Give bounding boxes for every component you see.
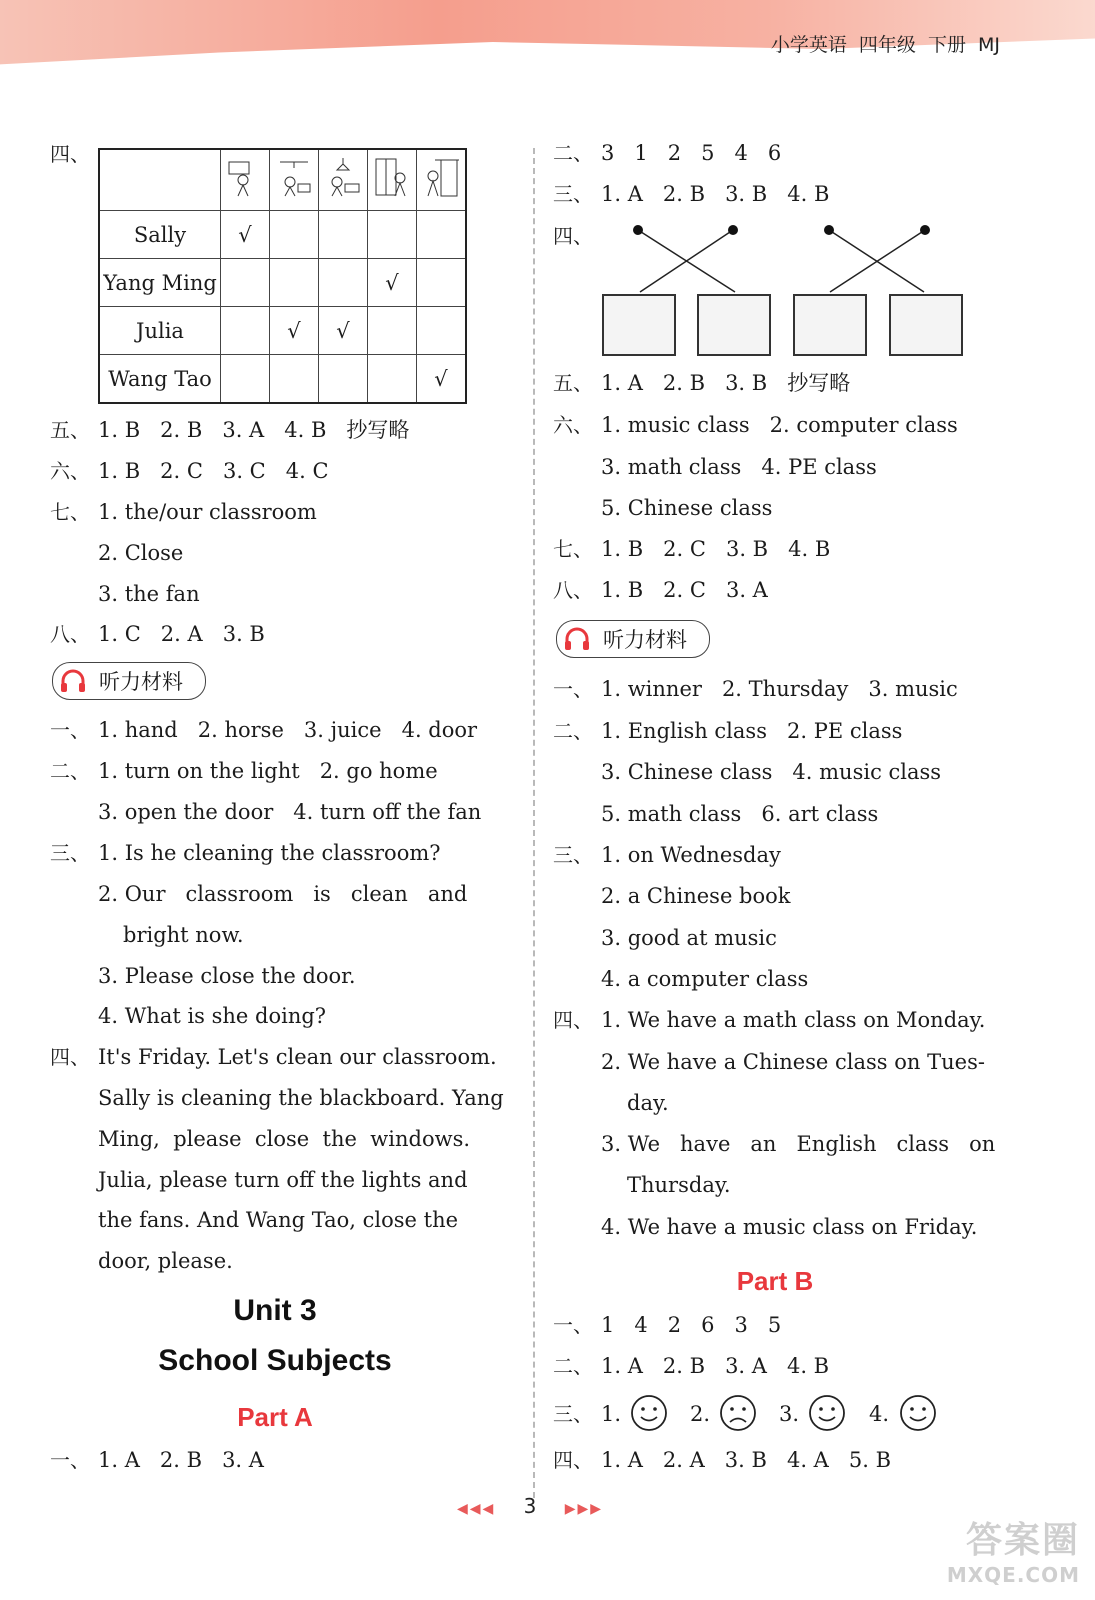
header-title: 小学英语 四年级 下册 MJ [770, 34, 1000, 56]
check-mark [270, 211, 319, 259]
listening-3-item-4: 4. What is she doing? [98, 1004, 327, 1028]
section-6-answers: 1. B 2. C 3. C 4. C [98, 459, 329, 483]
happy-face-icon [630, 1394, 668, 1432]
right-listening-1-answers: 1. winner 2. Thursday 3. music [601, 677, 958, 701]
passage-line: Sally is cleaning the blackboard. Yang [98, 1086, 504, 1110]
listening-1-label: 一、 [50, 718, 90, 742]
listening-3-label: 三、 [50, 841, 90, 865]
watermark [890, 1512, 1080, 1592]
part-b-2-answers: 1. A 2. B 3. A 4. B [601, 1354, 830, 1378]
class-picture-1 [602, 294, 676, 356]
check-mark: √ [319, 307, 368, 355]
light-picture [323, 156, 363, 200]
face-item-1-label: 1. [601, 1402, 622, 1426]
right-section-6-label: 六、 [553, 413, 593, 437]
clean-blackboard-picture [225, 156, 265, 200]
passage-line: the fans. And Wang Tao, close the [98, 1208, 459, 1232]
right-section-4-label: 四、 [553, 224, 593, 248]
right-listening-2-line-3: 5. math class 6. art class [601, 802, 879, 826]
right-section-2-answers: 3 1 2 5 4 6 [601, 141, 782, 165]
row-name: Sally [99, 211, 221, 259]
right-listening-4-item-2a: 2. We have a Chinese class on Tues- [601, 1050, 985, 1074]
door-picture [421, 156, 461, 200]
next-arrows-icon: ▶▶▶ [564, 1501, 604, 1517]
happy-face-icon [899, 1394, 937, 1432]
listening-1-answers: 1. hand 2. horse 3. juice 4. door [98, 718, 478, 742]
headphones-icon [563, 626, 591, 652]
class-picture-2 [697, 294, 771, 356]
section-7-answer-3: 3. the fan [98, 582, 200, 606]
watermark-logo: 答案圈 [965, 1520, 1080, 1561]
class-picture-3 [793, 294, 867, 356]
check-mark [270, 355, 319, 404]
watermark-url: MXQE.COM [946, 1563, 1080, 1587]
row-name: Julia [99, 307, 221, 355]
right-listening-4-item-2b: day. [627, 1091, 669, 1115]
right-section-6-line-1: 1. music class 2. computer class [601, 413, 958, 437]
right-listening-2-label: 二、 [553, 719, 593, 743]
listening-material-badge [52, 662, 206, 700]
table-row [99, 259, 466, 307]
face-item-4-label: 4. [869, 1402, 890, 1426]
check-mark [368, 307, 417, 355]
check-mark [319, 211, 368, 259]
section-5-label: 五、 [50, 418, 90, 442]
window-picture [372, 156, 412, 200]
section-4-label: 四、 [50, 142, 90, 166]
section-5-answers: 1. B 2. B 3. A 4. B 抄写略 [98, 418, 410, 442]
check-mark [417, 211, 467, 259]
table-row [99, 307, 466, 355]
right-section-3-answers: 1. A 2. B 3. B 4. B [601, 182, 830, 206]
right-listening-3-item-3: 3. good at music [601, 926, 777, 950]
listening-4-label: 四、 [50, 1045, 90, 1069]
class-picture-4 [889, 294, 963, 356]
right-listening-2-line-1: 1. English class 2. PE class [601, 719, 903, 743]
part-b-2-label: 二、 [553, 1354, 593, 1378]
part-a-1-label: 一、 [50, 1448, 90, 1472]
part-b-1-label: 一、 [553, 1313, 593, 1337]
right-section-8-answers: 1. B 2. C 3. A [601, 578, 768, 602]
part-b-1-answers: 1 4 2 6 3 5 [601, 1313, 782, 1337]
check-mark: √ [221, 211, 270, 259]
happy-face-icon [808, 1394, 846, 1432]
table-corner [99, 149, 221, 211]
check-mark: √ [368, 259, 417, 307]
row-name: Wang Tao [99, 355, 221, 404]
right-section-3-label: 三、 [553, 182, 593, 206]
right-section-7-label: 七、 [553, 537, 593, 561]
listening-material-label: 听力材料 [99, 670, 183, 694]
passage-line: It's Friday. Let's clean our classroom. [98, 1045, 497, 1069]
check-mark [221, 259, 270, 307]
headphones-icon [59, 668, 87, 694]
part-b-heading: Part B [736, 1266, 814, 1296]
check-mark [221, 307, 270, 355]
unit-subtitle: School Subjects [158, 1344, 392, 1377]
right-listening-4-item-1: 1. We have a math class on Monday. [601, 1008, 986, 1032]
page-number: 3 [523, 1494, 537, 1518]
right-section-8-label: 八、 [553, 578, 593, 602]
sad-face-icon [719, 1394, 757, 1432]
unit-title: Unit 3 [233, 1294, 317, 1327]
right-section-5-label: 五、 [553, 371, 593, 395]
right-listening-2-line-2: 3. Chinese class 4. music class [601, 760, 942, 784]
check-mark [368, 211, 417, 259]
prev-arrows-icon: ◀◀◀ [456, 1501, 496, 1517]
listening-3-item-3: 3. Please close the door. [98, 964, 356, 988]
row-name: Yang Ming [99, 259, 221, 307]
right-section-6-line-2: 3. math class 4. PE class [601, 455, 877, 479]
section-6-label: 六、 [50, 459, 90, 483]
check-table [98, 148, 467, 404]
check-mark [221, 355, 270, 404]
part-b-4-answers: 1. A 2. A 3. B 4. A 5. B [601, 1448, 892, 1472]
section-7-answer-2: 2. Close [98, 541, 184, 565]
listening-material-badge-right [556, 620, 710, 658]
section-7-answer-1: 1. the/our classroom [98, 500, 317, 524]
listening-3-item-1: 1. Is he cleaning the classroom? [98, 841, 441, 865]
check-mark [270, 259, 319, 307]
listening-material-label: 听力材料 [603, 628, 687, 652]
part-a-1-answers: 1. A 2. B 3. A [98, 1448, 264, 1472]
check-mark [417, 259, 467, 307]
part-b-3-label: 三、 [553, 1402, 593, 1426]
right-listening-4-item-3b: Thursday. [627, 1173, 731, 1197]
page-footer [440, 1494, 620, 1518]
check-mark [417, 307, 467, 355]
section-7-label: 七、 [50, 500, 90, 524]
section-8-label: 八、 [50, 622, 90, 646]
check-mark: √ [417, 355, 467, 404]
part-b-4-label: 四、 [553, 1448, 593, 1472]
passage-line: door, please. [98, 1249, 233, 1273]
passage-line: Julia, please turn off the lights and [98, 1168, 468, 1192]
check-mark: √ [270, 307, 319, 355]
right-listening-3-item-1: 1. on Wednesday [601, 843, 781, 867]
right-listening-4-item-4: 4. We have a music class on Friday. [601, 1215, 978, 1239]
table-row [99, 211, 466, 259]
right-section-5-answers: 1. A 2. B 3. B 抄写略 [601, 371, 851, 395]
table-row [99, 355, 466, 404]
section-8-answers: 1. C 2. A 3. B [98, 622, 265, 646]
right-section-6-line-3: 5. Chinese class [601, 496, 773, 520]
right-section-2-label: 二、 [553, 141, 593, 165]
right-listening-3-item-4: 4. a computer class [601, 967, 809, 991]
check-mark [368, 355, 417, 404]
listening-2-line-2: 3. open the door 4. turn off the fan [98, 800, 482, 824]
right-listening-3-item-2: 2. a Chinese book [601, 884, 791, 908]
right-listening-4-label: 四、 [553, 1008, 593, 1032]
passage-line: Ming, please close the windows. [98, 1127, 471, 1151]
right-section-7-answers: 1. B 2. C 3. B 4. B [601, 537, 831, 561]
right-listening-1-label: 一、 [553, 677, 593, 701]
matching-lines [600, 220, 980, 300]
listening-2-line-1: 1. turn on the light 2. go home [98, 759, 438, 783]
face-item-3-label: 3. [779, 1402, 800, 1426]
listening-2-label: 二、 [50, 759, 90, 783]
listening-3-item-2b: bright now. [123, 923, 244, 947]
check-mark [319, 355, 368, 404]
listening-3-item-2a: 2. Our classroom is clean and [98, 882, 468, 906]
part-a-heading: Part A [237, 1402, 313, 1432]
column-divider [533, 148, 535, 1498]
face-item-2-label: 2. [690, 1402, 711, 1426]
right-listening-4-item-3a: 3. We have an English class on [601, 1132, 996, 1156]
fan-picture [274, 156, 314, 200]
check-mark [319, 259, 368, 307]
right-listening-3-label: 三、 [553, 843, 593, 867]
